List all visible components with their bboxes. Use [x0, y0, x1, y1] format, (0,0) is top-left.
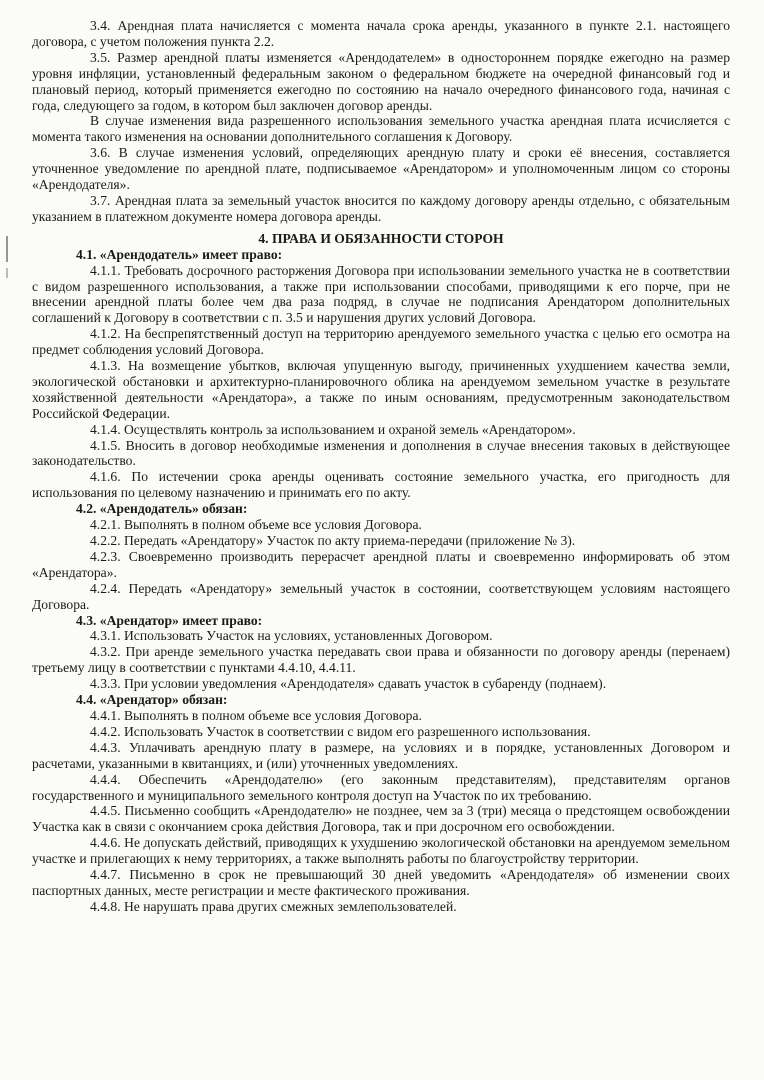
clause-4-4-6: 4.4.6. Не допускать действий, приводящих к ухудшению экологической обстановки на арендуемом земельном участке и прилегающих к нему территориях, а также выполнять работы по благоустройству территории. [32, 835, 730, 867]
clause-4-4-8: 4.4.8. Не нарушать права других смежных землепользователей. [90, 898, 457, 914]
scan-edge-mark [6, 268, 8, 278]
clause-4-1-6: 4.1.6. По истечении срока аренды оценивать состояние земельного участка, его пригодность для использования по целевому назначению и принимать его по акту. [32, 469, 730, 501]
clause-4-2-3: 4.2.3. Своевременно производить перерасчет арендной платы и своевременно информировать об этом «Арендатора». [32, 548, 730, 580]
clause-4-2-1: 4.2.1. Выполнять в полном объеме все условия Договора. [90, 517, 422, 533]
clause-4-4-5: 4.4.5. Письменно сообщить «Арендодателю» не позднее, чем за 3 (три) месяца о предстоящем освобождении Участка как в связи с окончанием срока действия Договора, так и при досрочном его освобождении. [32, 803, 730, 835]
clause-4-4-2: 4.4.2. Использовать Участок в соответствии с видом его разрешенного использования. [90, 723, 591, 739]
clause-4-3-3: 4.3.3. При условии уведомления «Арендодателя» сдавать участок в субаренду (поднаем). [90, 676, 607, 692]
section-title-4: 4. ПРАВА И ОБЯЗАННОСТИ СТОРОН [258, 230, 504, 246]
clause-4-2-4: 4.2.4. Передать «Арендатору» земельный участок в состоянии, соответствующем условиям настоящего Договора. [32, 580, 730, 612]
clause-4-1-5: 4.1.5. Вносить в договор необходимые изменения и дополнения в случае внесения таковых в действующее законодательство. [32, 437, 730, 469]
clause-3-5-note: В случае изменения вида разрешенного использования земельного участка арендная плата исчисляется с момента такого изменения на основании дополнительного соглашения к Договору. [32, 113, 730, 145]
clause-3-4: 3.4. Арендная плата начисляется с момента начала срока аренды, указанного в пункте 2.1. настоящего договора, с учетом положения пункта 2.2. [32, 18, 730, 49]
subsection-4-4: 4.4. «Арендатор» обязан: [76, 692, 228, 708]
clause-4-4-3: 4.4.3. Уплачивать арендную плату в размере, на условиях и в порядке, установленных Договором и расчетами, указанными в квитанциях, и (или) уточненных уведомлениях. [32, 739, 730, 771]
clause-4-3-2: 4.3.2. При аренде земельного участка передавать свои права и обязанности по договору аренды (перенаем) третьему лицу в соответствии с пунктами 4.4.10, 4.4.11. [32, 644, 730, 676]
clause-4-4-1: 4.4.1. Выполнять в полном объеме все условия Договора. [90, 707, 422, 723]
clause-4-1-4: 4.1.4. Осуществлять контроль за использованием и охраной земель «Арендатором». [90, 421, 576, 437]
clause-3-6: 3.6. В случае изменения условий, определяющих арендную плату и сроки её внесения, составляется уточненное уведомление по арендной плате, подписываемое «Арендатором» и уполномоченным лицом со стороны «Арендодателя». [32, 145, 730, 193]
clause-3-5: 3.5. Размер арендной платы изменяется «Арендодателем» в одностороннем порядке ежегодно на размер уровня инфляции, установленный федеральным законом о федеральном бюджете на очередной финансовый год и плановый период, который применяется ежегодно по состоянию на начало очередного финансового года, начиная с года, следующего за годом, в котором был заключен договор аренды. [32, 49, 730, 113]
subsection-4-2: 4.2. «Арендодатель» обязан: [76, 501, 248, 517]
subsection-4-1: 4.1. «Арендодатель» имеет право: [76, 246, 283, 262]
subsection-4-3: 4.3. «Арендатор» имеет право: [76, 612, 263, 628]
clause-4-3-1: 4.3.1. Использовать Участок на условиях, установленных Договором. [90, 628, 493, 644]
clause-4-4-4: 4.4.4. Обеспечить «Арендодателю» (его законным представителям), представителям органов государственного и муниципального земельного контроля доступ на Участок по их требованию. [32, 771, 730, 803]
document-page [32, 18, 730, 915]
clause-4-1-3: 4.1.3. На возмещение убытков, включая упущенную выгоду, причиненных ухудшением качества земли, экологической обстановки и архитектурно-планировочного облика на арендуемом земельном участке в результате хозяйственной деятельности «Арендатора», а также по иным основаниям, предусмотренным законодательством Российской Федерации. [32, 358, 730, 421]
clause-4-1-1: 4.1.1. Требовать досрочного расторжения Договора при использовании земельного участка не в соответствии с видом разрешенного использования, а также при использовании способами, приводящими к его порче, при не внесении арендной платы более чем два раза подряд, в случае не подписания Арендатором дополнительных соглашений к Договору в соответствии с п. 3.5 и нарушения других условий Договора. [32, 262, 730, 326]
clause-4-2-2: 4.2.2. Передать «Арендатору» Участок по акту приема-передачи (приложение № 3). [90, 533, 576, 548]
clause-4-1-2: 4.1.2. На беспрепятственный доступ на территорию арендуемого земельного участка с целью его осмотра на предмет соблюдения условий Договора. [32, 326, 730, 358]
clause-3-7: 3.7. Арендная плата за земельный участок вносится по каждому договору аренды отдельно, с обязательным указанием в платежном документе номера договора аренды. [32, 192, 730, 224]
clause-4-4-7: 4.4.7. Письменно в срок не превышающий 30 дней уведомить «Арендодателя» об изменении своих паспортных данных, месте регистрации и месте фактического проживания. [32, 867, 730, 898]
scan-edge-mark [6, 236, 8, 262]
